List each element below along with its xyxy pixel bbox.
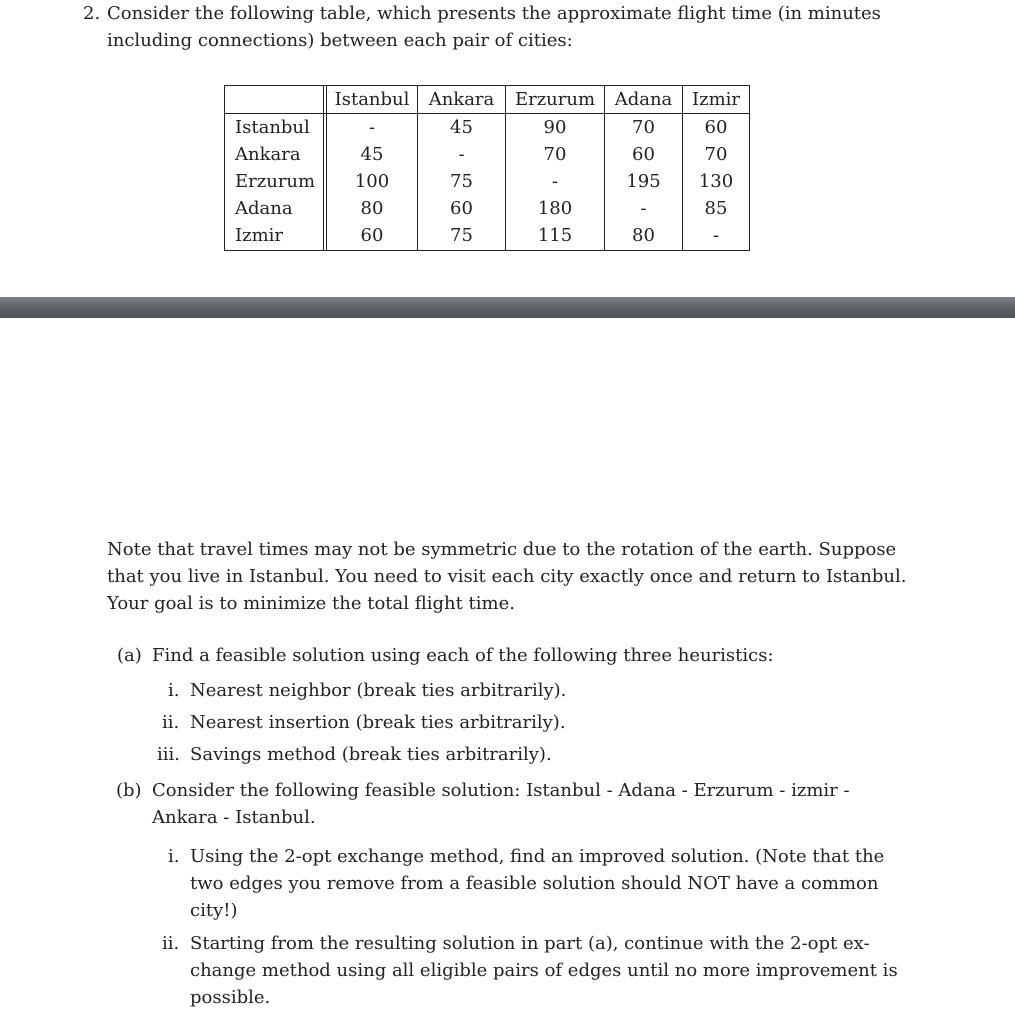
part-b-item-1-line-3: city!) (190, 900, 238, 921)
page-divider (0, 297, 1015, 318)
table-cell: 180 (537, 198, 573, 219)
column-header-erzurum: Erzurum (514, 89, 596, 110)
note-line-1: Note that travel times may not be symmetric due to the rotation of the earth. Suppose (107, 539, 897, 560)
column-header-istanbul: Istanbul (334, 89, 410, 110)
part-b-item-1-line-1: Using the 2-opt exchange method, find an improved solution. (Note that the (190, 846, 885, 867)
part-a-item-2-text: Nearest insertion (break ties arbitrarily). (190, 712, 566, 733)
note-line-3: Your goal is to minimize the total flight time. (107, 593, 515, 614)
part-b-item-2-line-3: possible. (190, 987, 271, 1008)
part-a-item-1-text: Nearest neighbor (break ties arbitrarily). (190, 680, 567, 701)
table-cell: 70 (632, 117, 655, 138)
table-cell: 75 (450, 225, 473, 246)
table-cell: - (458, 144, 465, 165)
question-intro-line-2: including connections) between each pair of cities: (107, 30, 573, 51)
part-b-line-1: Consider the following feasible solution: Istanbul - Adana - Erzurum - izmir - (152, 780, 850, 801)
table-cell: 60 (632, 144, 655, 165)
question-intro-line-1: Consider the following table, which presents the approximate flight time (in minutes (107, 3, 881, 24)
table-cell: 100 (354, 171, 390, 192)
table-cell: 60 (450, 198, 473, 219)
table-cell: - (640, 198, 647, 219)
table-cell: 80 (632, 225, 655, 246)
question-number: 2. (83, 3, 101, 24)
table-cell: 90 (543, 117, 567, 138)
table-cell: - (368, 117, 376, 138)
part-a-item-3-text: Savings method (break ties arbitrarily). (190, 744, 552, 765)
table-cell: 45 (450, 117, 473, 138)
row-header-ankara: Ankara (235, 144, 301, 165)
row-header-izmir: Izmir (235, 225, 284, 246)
row-header-istanbul: Istanbul (235, 117, 310, 138)
table-cell: 60 (704, 117, 728, 138)
row-header-adana: Adana (235, 198, 293, 219)
table-cell: 45 (360, 144, 384, 165)
part-b-item-1-line-2: two edges you remove from a feasible solution should NOT have a common (190, 873, 879, 894)
table-cell: 195 (626, 171, 661, 192)
row-header-erzurum: Erzurum (235, 171, 316, 192)
part-b-item-2-line-2: change method using all eligible pairs of edges until no more improvement is (190, 960, 898, 981)
table-cell: 115 (537, 225, 573, 246)
table-cell: 60 (360, 225, 384, 246)
column-header-adana: Adana (614, 89, 673, 110)
table-cell: 130 (698, 171, 734, 192)
part-a-label: (a) (117, 645, 142, 666)
part-a-text: Find a feasible solution using each of the following three heuristics: (152, 645, 774, 666)
table-cell: - (712, 225, 720, 246)
part-b-line-2: Ankara - Istanbul. (152, 807, 316, 828)
part-b-item-1-number: i. (168, 846, 180, 867)
part-b-item-2-line-1: Starting from the resulting solution in part (a), continue with the 2-opt ex- (190, 933, 870, 954)
table-cell: - (551, 171, 559, 192)
table-cell: 80 (360, 198, 384, 219)
column-header-izmir: Izmir (691, 89, 741, 110)
part-a-item-2-number: ii. (162, 712, 180, 733)
part-a-item-1-number: i. (168, 680, 180, 701)
table-cell: 70 (543, 144, 567, 165)
column-header-ankara: Ankara (428, 89, 495, 110)
flight-time-table (224, 85, 750, 251)
note-line-2: that you live in Istanbul. You need to visit each city exactly once and return to Istanbul. (107, 566, 907, 587)
table-cell: 85 (704, 198, 728, 219)
part-b-item-2-number: ii. (162, 933, 180, 954)
table-cell: 75 (450, 171, 473, 192)
table-cell: 70 (704, 144, 728, 165)
part-b-label: (b) (116, 780, 142, 801)
part-a-item-3-number: iii. (157, 744, 180, 765)
